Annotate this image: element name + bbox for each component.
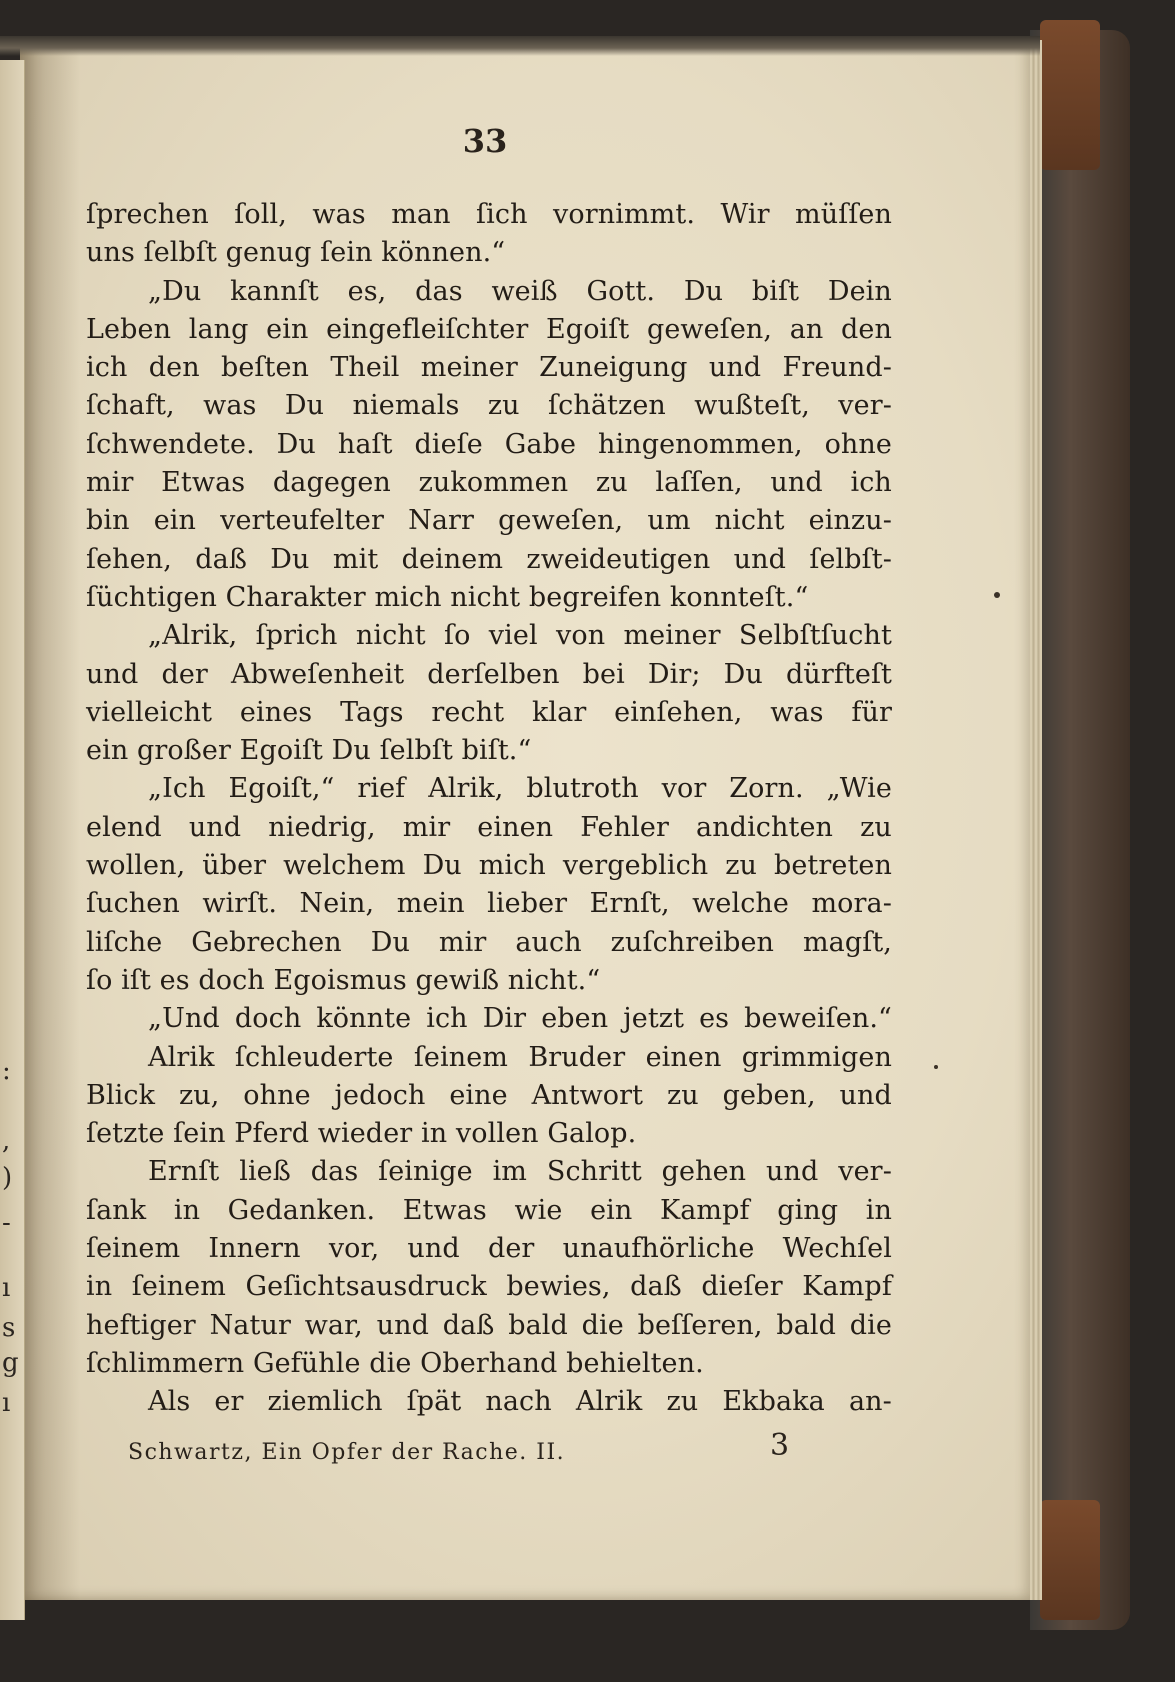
word: nicht — [714, 505, 785, 537]
word: nicht.“ — [507, 964, 601, 996]
word: einen — [477, 811, 554, 843]
word: iſt — [121, 964, 160, 996]
word: ich — [426, 1003, 468, 1035]
word: niemals — [352, 390, 460, 422]
word: blutroth — [526, 773, 639, 805]
word: über — [202, 850, 267, 882]
word: ſeinige — [378, 1156, 473, 1188]
word: ein — [266, 313, 309, 345]
word: die — [581, 1309, 624, 1341]
word: nicht — [355, 620, 426, 652]
word: ſo — [86, 964, 122, 996]
word: das — [310, 1156, 359, 1188]
footer-signature-line: Schwartz, Ein Opfer der Rache. II. — [128, 1440, 566, 1465]
word: Abweſenheit — [230, 658, 405, 690]
word: Alrik — [575, 1386, 643, 1418]
word: Gedanken. — [227, 1194, 376, 1226]
word: in — [173, 1194, 201, 1226]
word: Etwas — [402, 1194, 487, 1226]
margin-mark: g — [2, 1348, 19, 1378]
word: Zorn. — [729, 773, 804, 805]
word: ſüchtigen — [86, 581, 226, 613]
text-line — [86, 1271, 892, 1309]
word: dieſer — [701, 1271, 783, 1303]
text-line — [86, 659, 892, 697]
word: ſelbſt — [143, 237, 226, 269]
word: Als — [148, 1386, 191, 1418]
word: einen — [645, 1041, 722, 1073]
word: gewiß — [415, 964, 508, 996]
text-line — [86, 1042, 892, 1080]
text-line — [86, 620, 892, 658]
word: Dir; — [647, 658, 701, 690]
word: viel — [488, 620, 538, 652]
text-line — [86, 544, 892, 582]
word: Du — [284, 390, 325, 422]
word: für — [851, 696, 892, 728]
word: Bruder — [528, 1041, 626, 1073]
margin-mark: : — [2, 1056, 11, 1086]
word: in — [420, 1118, 456, 1150]
word: was — [203, 390, 257, 422]
word: derſelben — [427, 658, 560, 690]
word: Blick — [86, 1079, 156, 1111]
word: geweſen, — [646, 313, 773, 345]
body-text — [86, 199, 892, 1425]
margin-mark: s — [2, 1313, 16, 1343]
word: und — [766, 1156, 819, 1188]
word: „Ich — [148, 773, 206, 805]
text-line — [86, 1003, 892, 1041]
speck — [994, 592, 1000, 598]
word: zu, — [178, 1079, 220, 1111]
word: mir — [402, 811, 451, 843]
word: an- — [848, 1386, 892, 1418]
word: den — [148, 352, 200, 384]
word: begreifen — [528, 581, 670, 613]
word: und — [86, 658, 139, 690]
word: ſeinem — [86, 1233, 181, 1265]
word: einzu- — [808, 505, 892, 537]
word: Narr — [408, 505, 475, 537]
word: ſoll, — [234, 199, 287, 230]
word: eingefleiſchter — [326, 313, 529, 345]
word: Kampf — [802, 1271, 892, 1303]
word: Freund- — [782, 352, 892, 384]
word: biſt.“ — [461, 735, 532, 767]
word: mora- — [811, 888, 892, 920]
word: eines — [239, 696, 313, 728]
word: betreten — [773, 850, 892, 882]
word: geweſen, — [498, 505, 624, 537]
word: Gott. — [586, 275, 656, 307]
word: einſehen, — [614, 696, 743, 728]
word: Selbſtſucht — [738, 620, 892, 652]
word: und — [376, 1309, 429, 1341]
word: vollen — [455, 1118, 548, 1150]
word: vielleicht — [86, 696, 213, 728]
word: elend — [86, 811, 162, 843]
word: bald — [776, 1309, 837, 1341]
word: bewies, — [506, 1271, 611, 1303]
word: gehen — [661, 1156, 747, 1188]
word: genug — [225, 237, 321, 269]
text-line — [86, 237, 892, 275]
text-line — [86, 352, 892, 390]
word: und — [733, 543, 787, 575]
word: bald — [508, 1309, 568, 1341]
word: kannſt — [230, 275, 319, 307]
word: nach — [485, 1386, 552, 1418]
word: wirſt. — [202, 888, 278, 920]
word: zu — [860, 811, 892, 843]
printer-signature-mark: 3 — [770, 1428, 790, 1463]
word: deinem — [401, 543, 504, 575]
word: ſich — [476, 199, 528, 230]
text-line — [86, 582, 892, 620]
word: mich — [478, 850, 546, 882]
word: grimmigen — [741, 1041, 892, 1073]
word: ſelbſt — [379, 735, 462, 767]
word: das — [415, 275, 463, 307]
word: ſeinem — [413, 1041, 508, 1073]
text-line — [86, 429, 892, 467]
word: lang — [188, 313, 249, 345]
word: Innern — [208, 1233, 301, 1265]
word: meiner — [420, 352, 518, 384]
word: zu — [595, 467, 628, 499]
word: Theil — [330, 352, 400, 384]
word: daß — [630, 1271, 682, 1303]
word: ein — [153, 505, 197, 537]
word: „Und — [148, 1003, 220, 1035]
word: ſank — [86, 1194, 147, 1226]
text-line — [86, 1233, 892, 1271]
word: Du — [276, 428, 316, 460]
text-line — [86, 505, 892, 543]
word: ich — [850, 467, 892, 499]
word: vornimmt. — [553, 199, 696, 230]
word: mit — [332, 543, 379, 575]
word: der — [487, 1233, 535, 1265]
word: liſche — [86, 926, 163, 958]
word: Wir — [720, 199, 770, 230]
page-top-edge — [0, 36, 1040, 56]
word: lieber — [487, 888, 568, 920]
word: dieſe — [414, 428, 483, 460]
word: ziemlich — [267, 1386, 383, 1418]
word: doch — [198, 964, 274, 996]
word: welchem — [283, 850, 406, 882]
text-line — [86, 199, 892, 237]
word: ohne — [824, 428, 892, 460]
word: Ernſt — [148, 1156, 220, 1188]
word: Du — [370, 926, 410, 958]
word: ſetzte — [86, 1118, 174, 1150]
margin-mark: ) — [2, 1163, 13, 1193]
word: Dein — [827, 275, 892, 307]
word: zweideutigen — [526, 543, 711, 575]
word: vor, — [328, 1233, 380, 1265]
word: „Alrik, — [148, 620, 238, 652]
word: wußteſt, — [694, 390, 810, 422]
word: den — [841, 313, 892, 345]
word: ſchaft, — [86, 390, 175, 422]
word: laſſen, — [655, 467, 743, 499]
margin-mark: , — [2, 1126, 11, 1156]
word: doch — [234, 1003, 302, 1035]
word: ich — [86, 352, 128, 384]
word: dagegen — [272, 467, 391, 499]
word: unaufhörliche — [562, 1233, 755, 1265]
word: Tags — [340, 696, 404, 728]
word: im — [492, 1156, 528, 1188]
word: Etwas — [161, 467, 246, 499]
word: wie — [514, 1194, 563, 1226]
word: beſten — [220, 352, 310, 384]
word: dürfteſt — [785, 658, 892, 690]
text-line — [86, 850, 892, 888]
text-line — [86, 812, 892, 850]
word: „Wie — [826, 773, 892, 805]
word: Natur — [209, 1309, 291, 1341]
text-line — [86, 467, 892, 505]
word: Leben — [86, 313, 172, 345]
word: bin — [86, 505, 130, 537]
leather-corner-bottom — [1040, 1500, 1100, 1620]
word: nicht — [450, 581, 529, 613]
word: Geſichtsausdruck — [245, 1271, 487, 1303]
word: bei — [582, 658, 625, 690]
word: Du — [422, 850, 462, 882]
word: Fehler — [580, 811, 669, 843]
word: ſehen, — [86, 543, 172, 575]
word: zu — [725, 850, 758, 882]
word: was — [312, 199, 366, 230]
word: Oberhand — [420, 1347, 567, 1379]
word: mein — [396, 888, 465, 920]
text-line — [86, 1310, 892, 1348]
word: eben — [541, 1003, 609, 1035]
text-line — [86, 888, 892, 926]
word: war, — [304, 1309, 363, 1341]
page-number: 33 — [462, 122, 508, 160]
word: ſuchen — [86, 888, 180, 920]
word: ſprechen — [86, 199, 209, 230]
word: ſein — [320, 237, 382, 269]
word: hingenommen, — [597, 428, 803, 460]
word: Egoiſt — [546, 313, 630, 345]
word: konnteſt.“ — [669, 581, 809, 613]
text-line — [86, 1156, 892, 1194]
word: was — [770, 696, 824, 728]
word: Egoismus — [273, 964, 416, 996]
word: in — [865, 1194, 892, 1226]
word: Pferd — [234, 1118, 318, 1150]
word: und — [708, 352, 762, 384]
word: ohne — [243, 1079, 311, 1111]
word: der — [161, 658, 208, 690]
word: heftiger — [86, 1309, 196, 1341]
word: man — [391, 199, 451, 230]
word: wollen, — [86, 850, 186, 882]
text-line — [86, 390, 892, 428]
word: verteufelter — [220, 505, 385, 537]
word: klar — [531, 696, 587, 728]
word: an — [789, 313, 824, 345]
word: es, — [347, 275, 387, 307]
word: und — [407, 1233, 460, 1265]
word: können.“ — [381, 237, 506, 269]
word: auch — [515, 926, 582, 958]
word: und — [188, 811, 242, 843]
word: beſſeren, — [637, 1309, 763, 1341]
word: Du — [270, 543, 310, 575]
word: ſchlimmern — [86, 1347, 253, 1379]
word: ſchleuderte — [234, 1041, 394, 1073]
word: ließ — [239, 1156, 291, 1188]
word: geben, — [722, 1079, 816, 1111]
word: von — [555, 620, 606, 652]
text-line — [86, 1348, 892, 1386]
word: behielten. — [566, 1347, 704, 1379]
word: um — [647, 505, 691, 537]
text-line — [86, 697, 892, 735]
word: Gabe — [504, 428, 577, 460]
word: es — [159, 964, 199, 996]
leather-corner-top — [1040, 20, 1100, 170]
word: und — [770, 467, 823, 499]
word: die — [369, 1347, 421, 1379]
facing-page-sliver — [0, 60, 25, 1620]
margin-mark: ı — [2, 1388, 11, 1418]
word: Kampf — [659, 1194, 750, 1226]
text-line — [86, 1386, 892, 1424]
word: Nein, — [299, 888, 375, 920]
word: Gebrechen — [191, 926, 342, 958]
word: Wechſel — [782, 1233, 892, 1265]
text-line — [86, 276, 892, 314]
word: biſt — [751, 275, 800, 307]
word: andichten — [696, 811, 834, 843]
word: zu — [666, 1079, 699, 1111]
text-line — [86, 927, 892, 965]
word: Alrik — [148, 1041, 215, 1073]
word: daß — [195, 543, 247, 575]
word: ſpät — [406, 1386, 462, 1418]
word: zu — [666, 1386, 699, 1418]
word: und — [839, 1079, 892, 1111]
word: Egoiſt — [239, 735, 332, 767]
word: in — [86, 1271, 113, 1303]
word: welche — [692, 888, 789, 920]
word: Egoiſt,“ — [228, 773, 335, 805]
word: ſo — [444, 620, 471, 652]
word: Zuneigung — [539, 352, 688, 384]
word: Du — [723, 658, 763, 690]
word: recht — [431, 696, 505, 728]
text-line — [86, 1195, 892, 1233]
word: Antwort — [531, 1079, 644, 1111]
word: ver- — [838, 1156, 892, 1188]
word: ein — [86, 735, 137, 767]
word: Ekbaka — [722, 1386, 825, 1418]
word: ſeinem — [131, 1271, 226, 1303]
gutter-shadow — [20, 40, 80, 1600]
word: meiner — [623, 620, 721, 652]
word: ein — [590, 1194, 633, 1226]
text-line — [86, 314, 892, 352]
word: ſprich — [255, 620, 338, 652]
text-line — [86, 773, 892, 811]
word: vergeblich — [562, 850, 709, 882]
word: rief — [357, 773, 406, 805]
word: magſt, — [802, 926, 892, 958]
word: „Du — [148, 275, 202, 307]
word: ſelbſt- — [809, 543, 892, 575]
word: Galop. — [547, 1118, 637, 1150]
word: ſein — [173, 1118, 235, 1150]
word: uns — [86, 237, 144, 269]
margin-mark: - — [2, 1208, 11, 1238]
word: Gefühle — [252, 1347, 370, 1379]
speck — [934, 1065, 938, 1069]
word: müſſen — [795, 199, 892, 230]
word: haſt — [337, 428, 393, 460]
book-cover-right — [1030, 30, 1130, 1630]
word: ver- — [838, 390, 892, 422]
word: beweiſen.“ — [744, 1003, 892, 1035]
word: Ernſt, — [589, 888, 670, 920]
margin-mark: ı — [2, 1273, 11, 1303]
word: Charakter — [225, 581, 375, 613]
word: zu — [487, 390, 520, 422]
word: zuſchreiben — [610, 926, 775, 958]
word: vor — [661, 773, 707, 805]
word: ſchätzen — [548, 390, 666, 422]
word: Alrik, — [428, 773, 504, 805]
word: niedrig, — [268, 811, 376, 843]
word: eine — [449, 1079, 508, 1111]
word: könnte — [316, 1003, 412, 1035]
word: mir — [86, 467, 134, 499]
word: Schritt — [546, 1156, 642, 1188]
word: Dir — [482, 1003, 527, 1035]
word: mir — [438, 926, 487, 958]
word: jedoch — [334, 1079, 426, 1111]
word: daß — [442, 1309, 495, 1341]
text-line — [86, 1080, 892, 1118]
word: ging — [777, 1194, 839, 1226]
word: ſchwendete. — [86, 428, 255, 460]
word: er — [214, 1386, 244, 1418]
word: zukommen — [418, 467, 569, 499]
text-line — [86, 735, 892, 773]
word: weiß — [491, 275, 558, 307]
word: wieder — [317, 1118, 421, 1150]
word: großer — [137, 735, 240, 767]
text-line — [86, 1118, 892, 1156]
word: es — [699, 1003, 730, 1035]
word: Du — [683, 275, 724, 307]
word: die — [849, 1309, 892, 1341]
text-line — [86, 965, 892, 1003]
word: jetzt — [623, 1003, 685, 1035]
word: Du — [331, 735, 380, 767]
word: mich — [374, 581, 451, 613]
